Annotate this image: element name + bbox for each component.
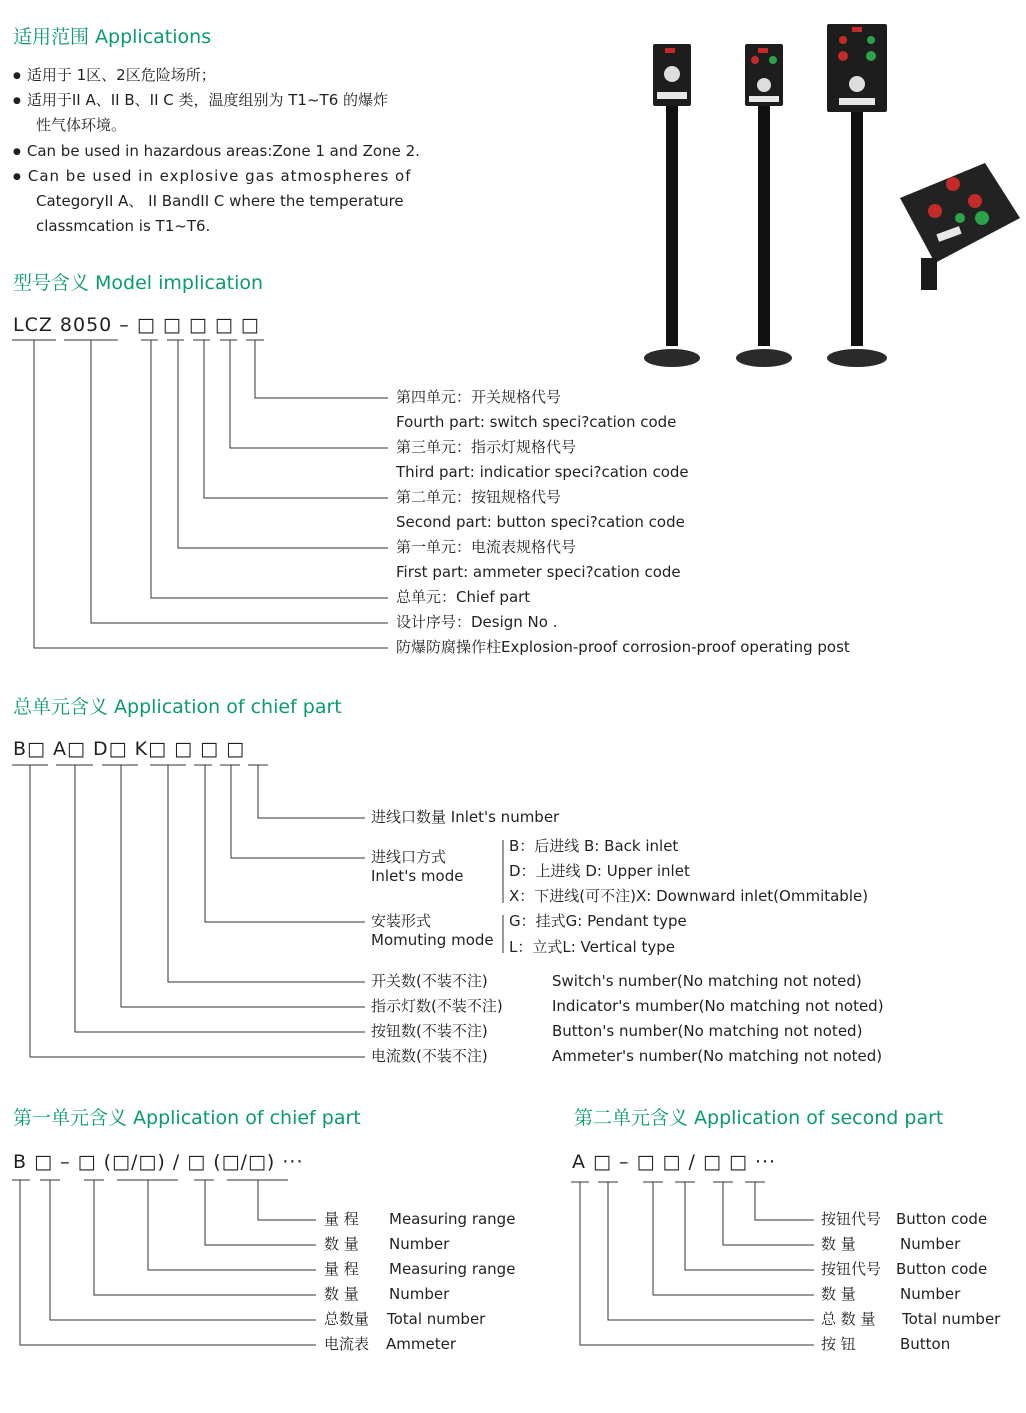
first-label-2-en: Number (389, 1235, 450, 1253)
chief-code: B□ A□ D□ K□ □ □ □ (13, 738, 246, 760)
count-indicator-cn: 指示灯数(不装不注) (371, 997, 503, 1015)
chief-mount-cn: 安装形式 (371, 912, 432, 930)
model-label-2-en: Second part: button speci?cation code (396, 513, 685, 531)
app-line-4: ● Can be used in hazardous areas:Zone 1 and Zone 2. (13, 144, 420, 159)
model-label-2-cn: 第二单元：按钮规格代号 (396, 488, 562, 506)
chief-title: 总单元含义 Application of chief part (13, 696, 342, 718)
model-label-3-cn: 第三单元：指示灯规格代号 (396, 438, 577, 456)
second-label-4-cn: 数 量 (821, 1285, 856, 1303)
model-label-4-cn: 第四单元：开关规格代号 (396, 388, 562, 406)
count-ammeter-en: Ammeter's number(No matching not noted) (552, 1047, 883, 1065)
app-line-2: ● 适用于II A、II B、II C 类，温度组别为 T1~T6 的爆炸 (13, 93, 388, 108)
second-label-2-cn: 数 量 (821, 1235, 856, 1253)
first-label-5-cn: 总数量 (324, 1310, 370, 1328)
inlet-option-downward: X：下进线(可不注)X: Downward inlet(Ommitable) (509, 887, 869, 905)
first-label-1-en: Measuring range (389, 1210, 516, 1228)
second-label-5-en: Total number (902, 1310, 1001, 1328)
app-line-7: classmcation is T1~T6. (36, 217, 211, 235)
chief-inlet-number: 进线口数量 Inlet's number (371, 808, 560, 826)
app-line-1: ● 适用于 1区、2区危险场所； (13, 68, 216, 83)
first-label-6-en: Ammeter (386, 1335, 456, 1353)
chief-inlet-mode-cn: 进线口方式 (371, 848, 447, 866)
second-title: 第二单元含义 Application of second part (574, 1107, 944, 1129)
second-code: A □ – □ □ / □ □ ··· (572, 1151, 777, 1173)
first-label-4-cn: 数 量 (324, 1285, 359, 1303)
app-line-5: ● Can be used in explosive gas atmospheres of (13, 169, 412, 184)
count-button-cn: 按钮数(不装不注) (371, 1022, 488, 1040)
first-label-3-en: Measuring range (389, 1260, 516, 1278)
first-label-3-cn: 量 程 (324, 1260, 359, 1278)
second-label-2-en: Number (900, 1235, 961, 1253)
first-label-6-cn: 电流表 (324, 1335, 370, 1353)
model-label-1-cn: 第一单元：电流表规格代号 (396, 538, 577, 556)
first-label-2-cn: 数 量 (324, 1235, 359, 1253)
app-line-6: CategoryII A、 II BandII C where the temperature (36, 192, 404, 210)
first-label-1-cn: 量 程 (324, 1210, 359, 1228)
model-code: LCZ 8050 – □ □ □ □ □ (13, 314, 260, 336)
chief-mount-en: Momuting mode (371, 931, 494, 949)
second-label-3-cn: 按钮代号 (821, 1260, 882, 1278)
model-label-4-en: Fourth part: switch speci?cation code (396, 413, 677, 431)
first-code: B □ – □ (□/□) / □ (□/□) ··· (13, 1151, 304, 1173)
first-label-5-en: Total number (387, 1310, 486, 1328)
count-indicator-en: Indicator's mumber(No matching not noted) (552, 997, 884, 1015)
model-label-post: 防爆防腐操作柱Explosion-proof corrosion-proof operating post (396, 638, 850, 656)
count-button-en: Button's number(No matching not noted) (552, 1022, 863, 1040)
count-switch-cn: 开关数(不装不注) (371, 972, 488, 990)
first-title: 第一单元含义 Application of chief part (13, 1107, 361, 1129)
second-label-6-cn: 按 钮 (821, 1335, 856, 1353)
first-label-4-en: Number (389, 1285, 450, 1303)
second-label-6-en: Button (900, 1335, 951, 1353)
applications-title: 适用范围 Applications (13, 26, 212, 48)
second-label-1-cn: 按钮代号 (821, 1210, 882, 1228)
second-label-3-en: Button code (896, 1260, 988, 1278)
mount-option-vertical: L：立式L: Vertical type (509, 938, 675, 956)
model-label-chief: 总单元：Chief part (396, 588, 531, 606)
second-label-1-en: Button code (896, 1210, 988, 1228)
chief-inlet-mode-en: Inlet's mode (371, 867, 464, 885)
inlet-option-back: B：后进线 B: Back inlet (509, 837, 679, 855)
model-label-1-en: First part: ammeter speci?cation code (396, 563, 681, 581)
model-title: 型号含义 Model implication (13, 272, 264, 294)
second-label-5-cn: 总 数 量 (821, 1310, 876, 1328)
app-line-3: 性气体环境。 (36, 116, 127, 134)
second-label-4-en: Number (900, 1285, 961, 1303)
count-ammeter-cn: 电流数(不装不注) (371, 1047, 488, 1065)
model-label-3-en: Third part: indicatior speci?cation code (396, 463, 689, 481)
count-switch-en: Switch's number(No matching not noted) (552, 972, 862, 990)
inlet-option-upper: D：上进线 D: Upper inlet (509, 862, 690, 880)
mount-option-pendant: G：挂式G: Pendant type (509, 912, 687, 930)
model-label-design-no: 设计序号：Design No . (396, 613, 558, 631)
